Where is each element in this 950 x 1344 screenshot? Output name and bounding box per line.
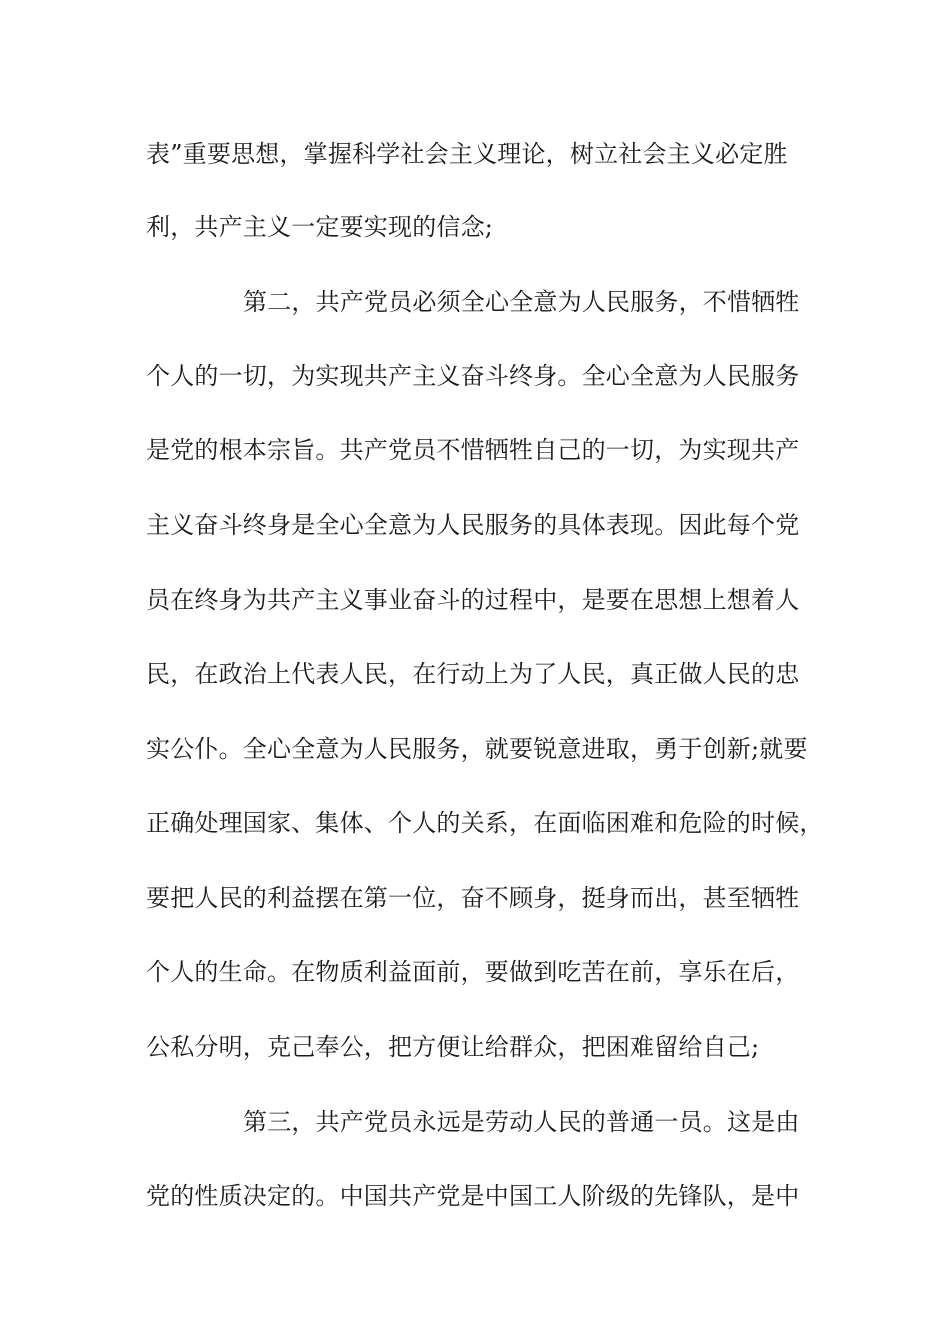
text-line-15: 党的性质决定的。中国共产党是中国工人阶级的先锋队，是中 xyxy=(146,1182,800,1210)
text-line-5: 是党的根本宗旨。共产党员不惜牺牲自己的一切，为实现共产 xyxy=(146,436,800,464)
text-line-11: 要把人民的利益摆在第一位，奋不顾身，挺身而出，甚至牺牲 xyxy=(146,884,800,912)
text-line-4: 个人的一切，为实现共产主义奋斗终身。全心全意为人民服务 xyxy=(146,362,800,390)
text-line-10: 正确处理国家、集体、个人的关系，在面临困难和危险的时候， xyxy=(146,809,824,837)
text-line-13: 公私分明，克己奉公，把方便让给群众，把困难留给自己; xyxy=(146,1033,760,1061)
text-line-1: 表”重要思想，掌握科学社会主义理论，树立社会主义必定胜 xyxy=(146,140,788,168)
text-line-14: 第三，共产党员永远是劳动人民的普通一员。这是由 xyxy=(243,1108,800,1136)
text-line-3: 第二，共产党员必须全心全意为人民服务，不惜牺牲 xyxy=(243,288,800,316)
text-line-12: 个人的生命。在物质利益面前，要做到吃苦在前，享乐在后， xyxy=(146,958,800,986)
text-line-7: 员在终身为共产主义事业奋斗的过程中，是要在思想上想着人 xyxy=(146,586,800,614)
text-line-9: 实公仆。全心全意为人民服务，就要锐意进取，勇于创新;就要 xyxy=(146,735,808,763)
text-line-8: 民，在政治上代表人民，在行动上为了人民，真正做人民的忠 xyxy=(146,660,800,688)
text-line-2: 利，共产主义一定要实现的信念; xyxy=(146,213,494,241)
text-line-6: 主义奋斗终身是全心全意为人民服务的具体表现。因此每个党 xyxy=(146,511,800,539)
